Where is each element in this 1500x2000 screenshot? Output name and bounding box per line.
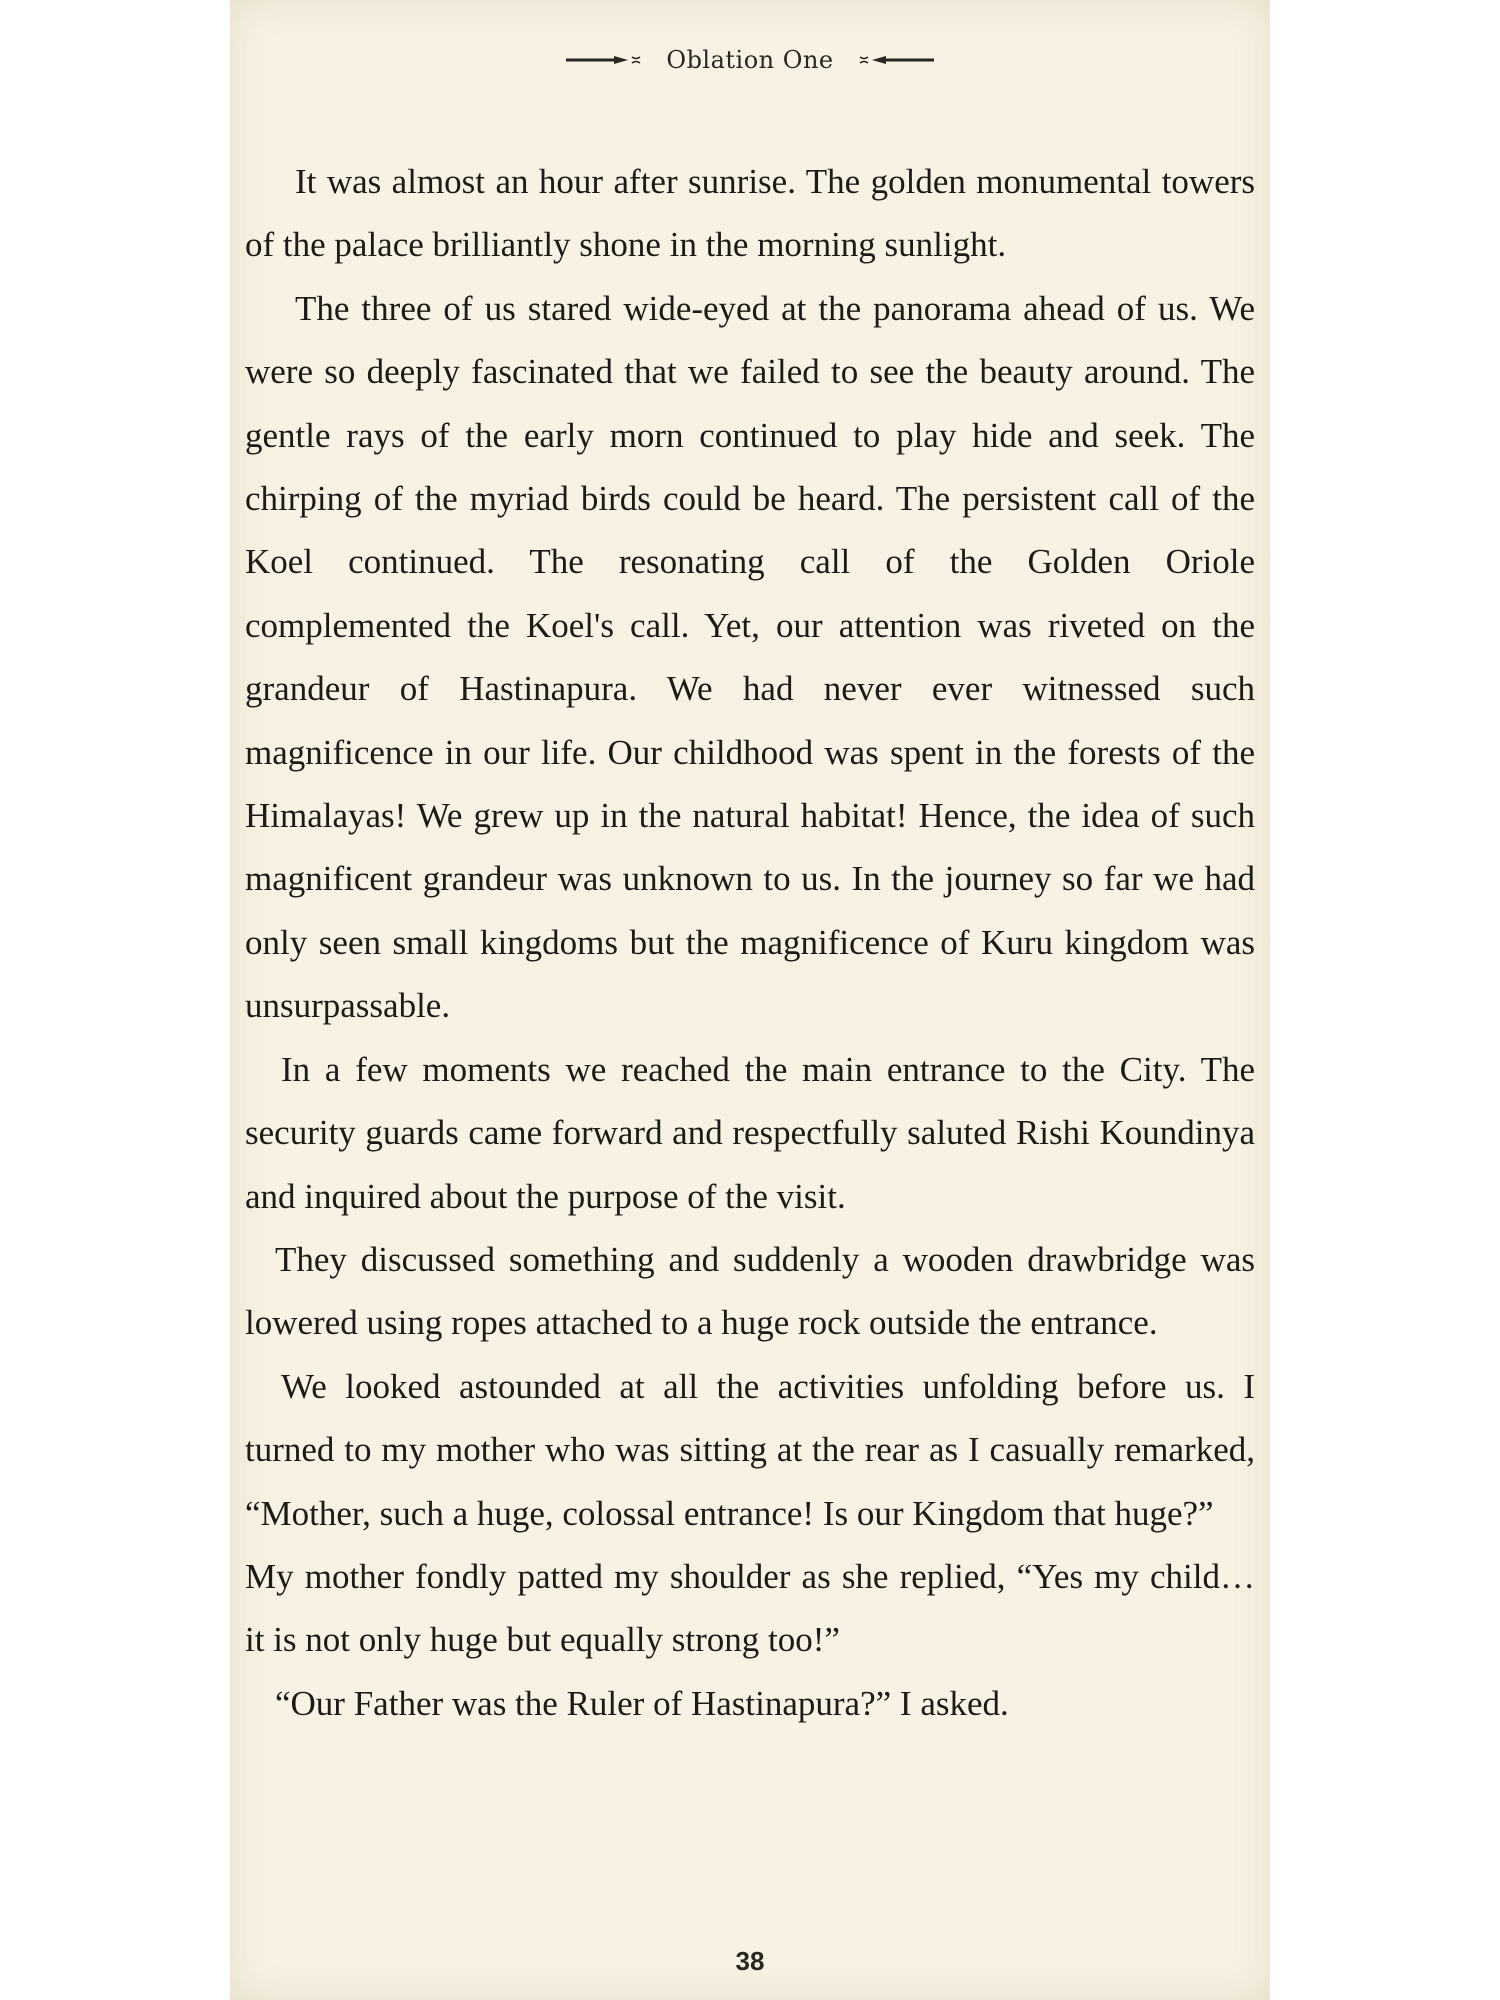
paragraph: We looked astounded at all the activities unfolding before us. I turned to my mother who was sitting at the rear as I casually remarked, “Mother, such a huge, colossal entrance! Is our Kingdom that huge?”	[245, 1366, 1255, 1533]
running-head-title: Oblation One	[666, 46, 834, 74]
paragraph: The three of us stared wide-eyed at the panorama ahead of us. We were so deeply fascinated that we failed to see the beauty around. The gentle rays of the early morn continued to play hide and seek. The chirping of the myriad birds could be heard. The persistent call of the Koel continued. The resonating call of the Golden Oriole complemented the Koel's call. Yet, our attention was riveted on the grandeur of Hastinapura. We had never ever witnessed such magnificence in our life. Our childhood was spent in the forests of the Himalayas! We grew up in the natural habitat! Hence, the idea of such magnificent grandeur was unknown to us. In the journey so far we had only seen small kingdoms but the magnificence of Kuru kingdom was unsurpassable.	[245, 288, 1255, 1026]
body-text	[245, 150, 1255, 1735]
paragraph: My mother fondly patted my shoulder as she replied, “Yes my child… it is not only huge but equally strong too!”	[245, 1556, 1255, 1660]
right-ornament-icon	[856, 53, 936, 67]
paragraph: They discussed something and suddenly a wooden drawbridge was lowered using ropes attached to a huge rock outside the entrance.	[245, 1239, 1255, 1343]
page-number: 38	[735, 1946, 765, 1976]
paragraph: It was almost an hour after sunrise. The golden monumental towers of the palace brilliantly shone in the morning sunlight.	[245, 162, 1255, 265]
paragraph: In a few moments we reached the main entrance to the City. The security guards came forward and respectfully saluted Rishi Koundinya and inquired about the purpose of the visit.	[245, 1049, 1255, 1216]
paragraph: “Our Father was the Ruler of Hastinapura?” I asked.	[275, 1683, 1009, 1723]
running-head	[230, 44, 1270, 76]
left-ornament-icon	[564, 53, 644, 67]
book-page	[230, 0, 1270, 2000]
